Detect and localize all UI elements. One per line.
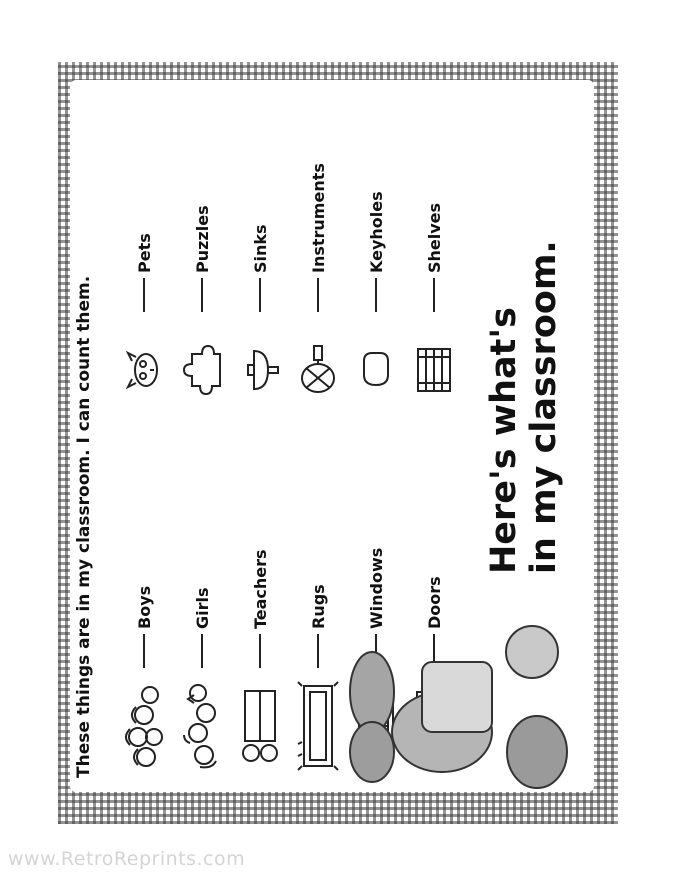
list-item-rugs <box>294 478 342 778</box>
item-label: Shelves <box>424 202 444 273</box>
worksheet-panel <box>70 80 594 792</box>
answer-line[interactable] <box>317 278 319 312</box>
answer-line[interactable] <box>143 634 145 668</box>
title-line-2: in my classroom. <box>524 240 564 574</box>
list-item-sinks <box>236 122 284 422</box>
rotated-content <box>70 80 594 792</box>
child-illustration <box>342 582 586 792</box>
item-label: Pets <box>134 233 154 273</box>
answer-line[interactable] <box>259 634 261 668</box>
rug-icon <box>296 674 340 778</box>
puzzle-icon <box>180 318 224 422</box>
item-label: Rugs <box>308 584 328 629</box>
title-line-1: Here's what's <box>484 307 524 574</box>
list-item-puzzles <box>178 122 226 422</box>
shelf-icon <box>412 318 456 422</box>
answer-line[interactable] <box>433 278 435 312</box>
teachers-icon <box>238 674 282 778</box>
pet-icon <box>122 318 166 422</box>
list-item-boys <box>120 478 168 778</box>
answer-line[interactable] <box>201 278 203 312</box>
list-item-instruments <box>294 122 342 422</box>
list-item-pets <box>120 122 168 422</box>
item-label: Teachers <box>250 549 270 629</box>
instrument-icon <box>296 318 340 422</box>
page-title <box>484 240 564 574</box>
item-label: Sinks <box>250 224 270 273</box>
item-label: Boys <box>134 585 154 629</box>
girls-icon <box>180 674 224 778</box>
answer-line[interactable] <box>143 278 145 312</box>
sink-icon <box>238 318 282 422</box>
answer-line[interactable] <box>375 278 377 312</box>
answer-line[interactable] <box>259 278 261 312</box>
keyhole-icon <box>354 318 398 422</box>
instruction-caption: These things are in my classroom. I can count them. <box>74 275 94 778</box>
list-item-girls <box>178 478 226 778</box>
answer-line[interactable] <box>317 634 319 668</box>
item-label: Windows <box>366 547 386 629</box>
item-label: Doors <box>424 576 444 629</box>
list-item-shelves <box>410 122 458 422</box>
item-label: Puzzles <box>192 205 212 273</box>
list-item-teachers <box>236 478 284 778</box>
item-label: Girls <box>192 587 212 629</box>
item-label: Instruments <box>308 163 328 273</box>
list-item-keyholes <box>352 122 400 422</box>
answer-line[interactable] <box>201 634 203 668</box>
item-label: Keyholes <box>366 191 386 273</box>
watermark: www.RetroReprints.com <box>8 848 246 870</box>
boys-icon <box>122 674 166 778</box>
